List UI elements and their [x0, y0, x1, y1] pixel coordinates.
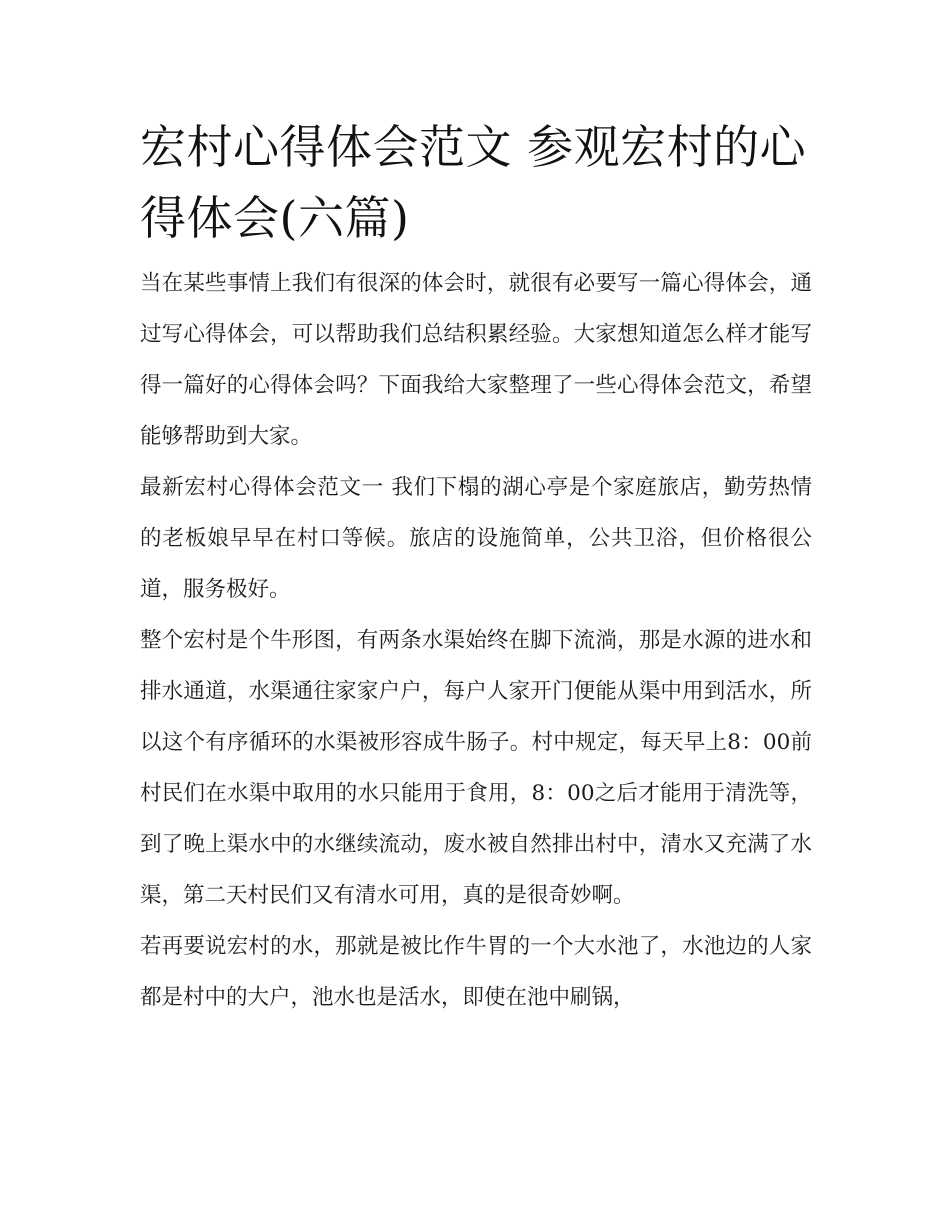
paragraph-water-pool: 若再要说宏村的水，那就是被比作牛胃的一个大水池了，水池边的人家都是村中的大户，池水也是活水，即使在池中刷锅， [140, 934, 812, 1010]
paragraph-lodging: 最新宏村心得体会范文一 我们下榻的湖心亭是个家庭旅店，勤劳热情的老板娘早早在村口等候。旅店的设施简单，公共卫浴，但价格很公道，服务极好。 [140, 475, 812, 602]
paragraph-intro: 当在某些事情上我们有很深的体会时，就很有必要写一篇心得体会，通过写心得体会，可以帮助我们总结积累经验。大家想知道怎么样才能写得一篇好的心得体会吗？下面我给大家整理了一些心得体会范文，希望能够帮助到大家。 [140, 271, 812, 449]
paragraph-water-channels: 整个宏村是个牛形图，有两条水渠始终在脚下流淌，那是水源的进水和排水通道，水渠通往家家户户，每户人家开门便能从渠中用到活水，所以这个有序循环的水渠被形容成牛肠子。村中规定，每天早上8：00前村民们在水渠中取用的水只能用于食用，8：00之后才能用于清洗等，到了晚上渠水中的水继续流动，废水被自然排出村中，清水又充满了水渠，第二天村民们又有清水可用，真的是很奇妙啊。 [140, 628, 812, 908]
document-title: 宏村心得体会范文 参观宏村的心得体会(六篇) [140, 120, 807, 245]
document-body [140, 112, 812, 1023]
